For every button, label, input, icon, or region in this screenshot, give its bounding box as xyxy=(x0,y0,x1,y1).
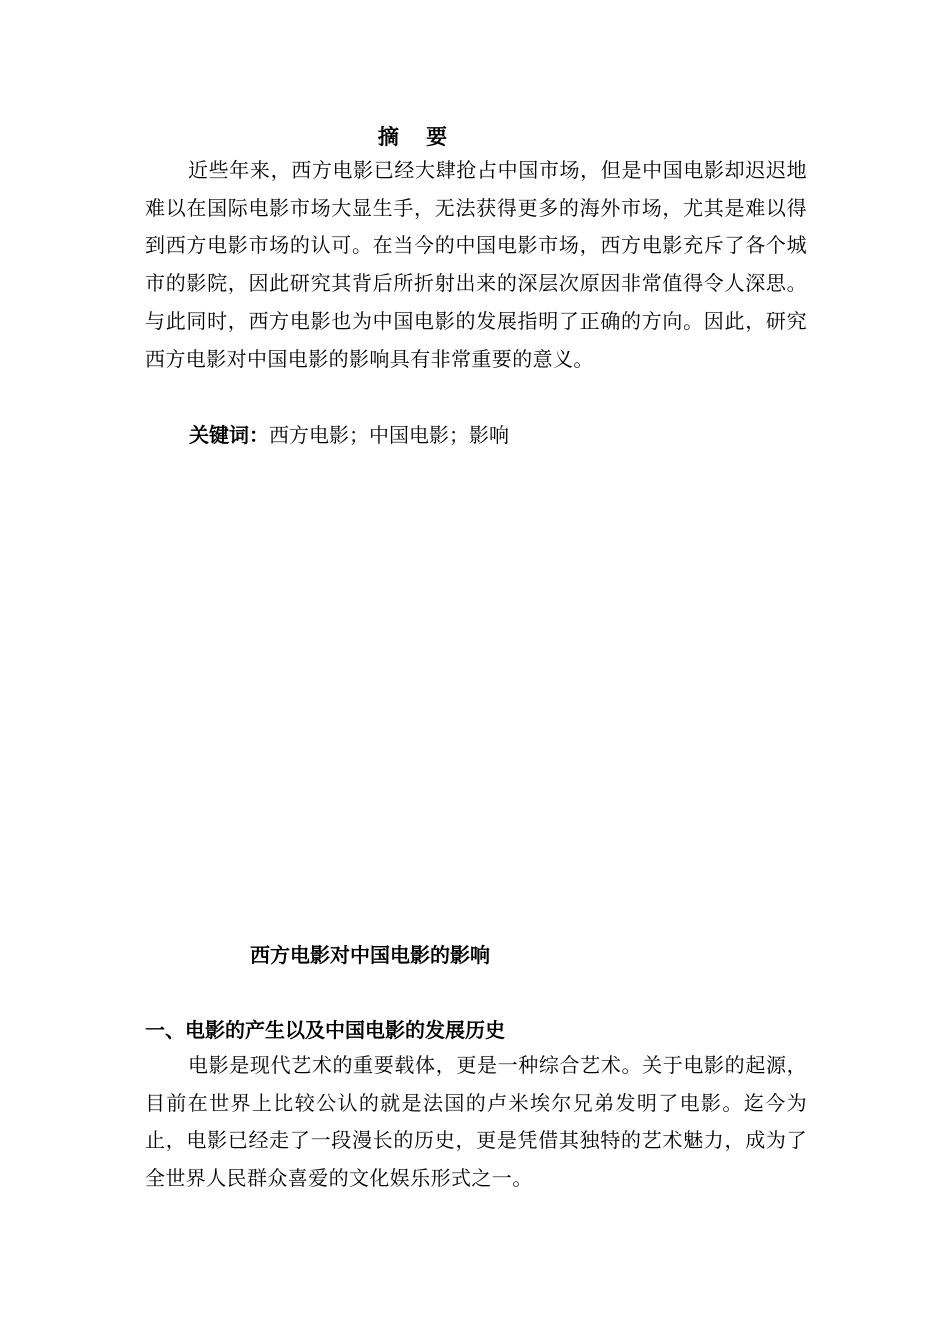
paper-title: 西方电影对中国电影的影响 xyxy=(250,943,490,967)
keywords-value: 西方电影；中国电影；影响 xyxy=(269,423,509,447)
section-body xyxy=(145,1047,807,1198)
abstract-paragraph: 近些年来，西方电影已经大肆抢占中国市场，但是中国电影却迟迟地难以在国际电影市场大显生手，无法获得更多的海外市场，尤其是难以得到西方电影市场的认可。在当今的中国电影市场，西方电影充斥了各个城市的影院，因此研究其背后所折射出来的深层次原因非常值得令人深思。与此同时，西方电影也为中国电影的发展指明了正确的方向。因此，研究西方电影对中国电影的影响具有非常重要的意义。 xyxy=(145,158,807,371)
keywords-line xyxy=(189,418,509,452)
section-heading: 一、电影的产生以及中国电影的发展历史 xyxy=(145,1018,505,1042)
keywords-label: 关键词： xyxy=(189,423,269,447)
abstract-heading: 摘 要 xyxy=(377,125,458,149)
abstract-body xyxy=(145,152,807,378)
section-paragraph: 电影是现代艺术的重要载体，更是一种综合艺术。关于电影的起源，目前在世界上比较公认的就是法国的卢米埃尔兄弟发明了电影。迄今为止，电影已经走了一段漫长的历史，更是凭借其独特的艺术魅力，成为了全世界人民群众喜爱的文化娱乐形式之一。 xyxy=(145,1053,807,1191)
